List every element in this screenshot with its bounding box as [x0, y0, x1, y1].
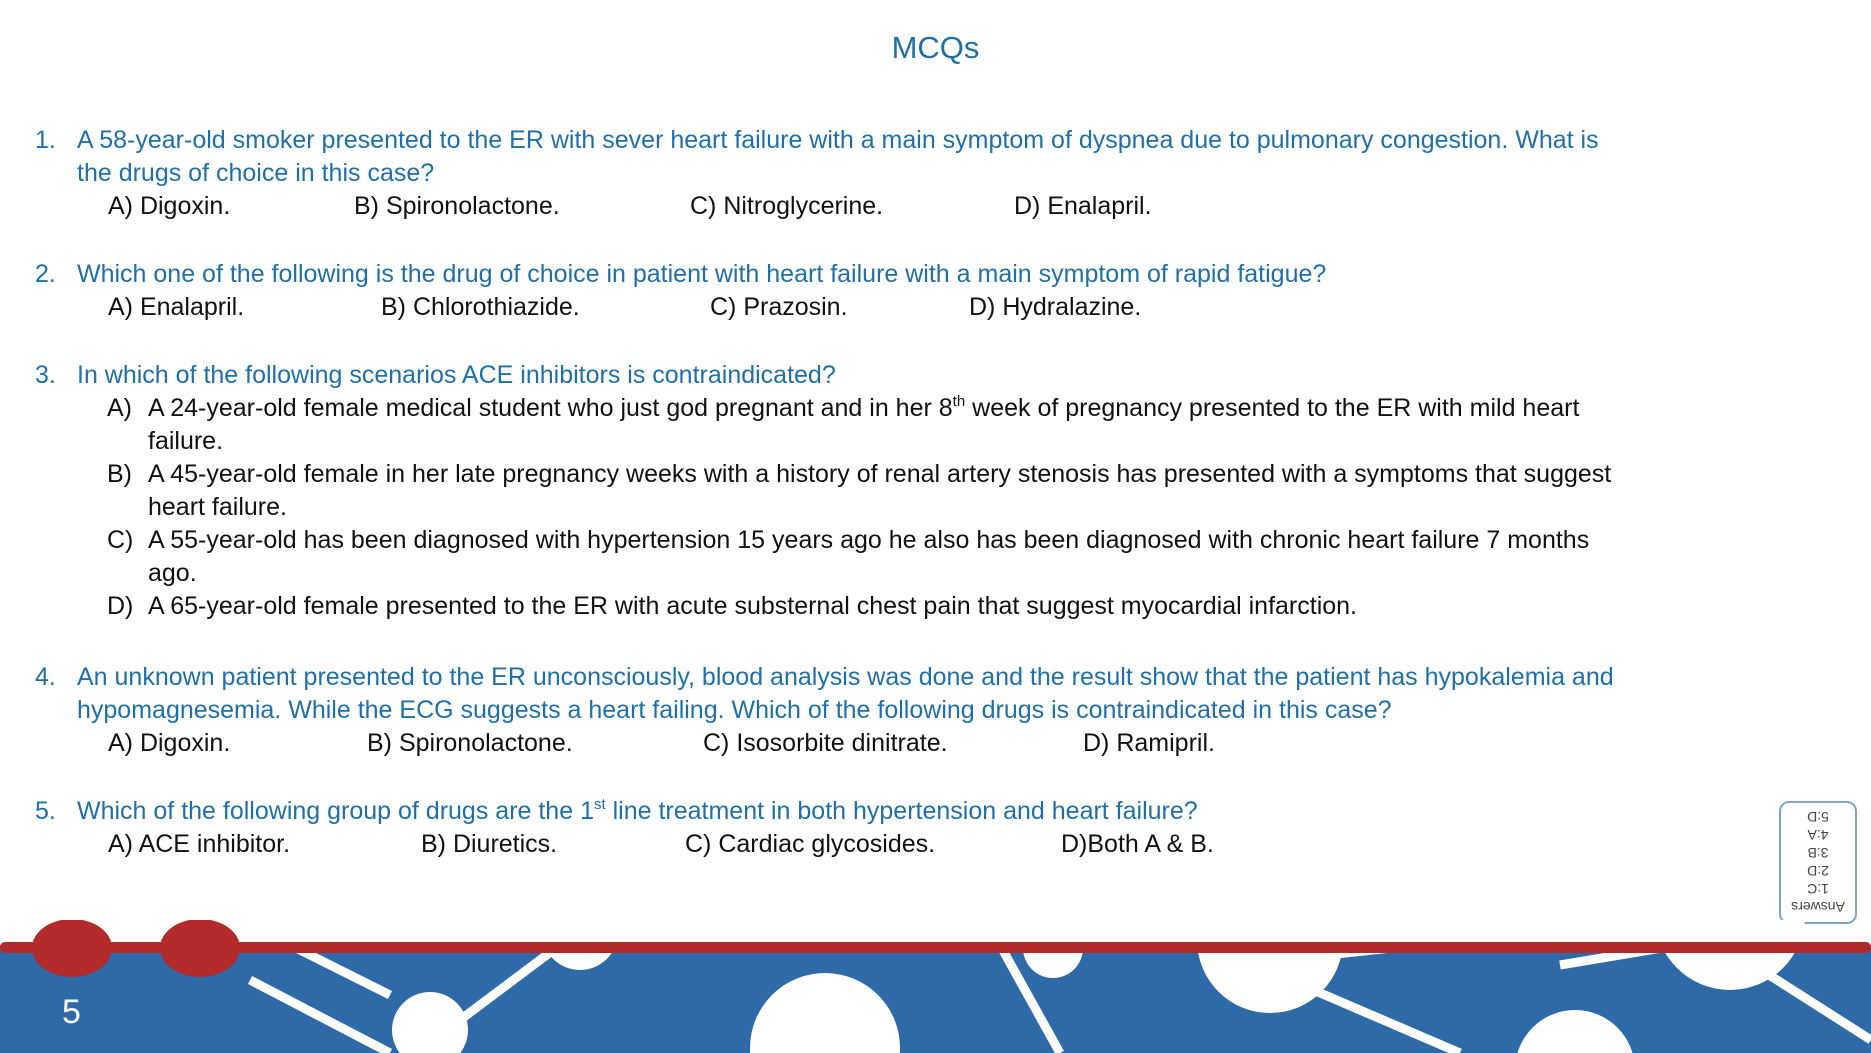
question-text: Which one of the following is the drug of choice in patient with heart failure with a main symptom of rapid fatigue?: [77, 260, 1327, 288]
answers-content: [1781, 803, 1855, 922]
answer-item: 2:D: [1807, 863, 1829, 880]
question-number: 1.: [35, 126, 56, 154]
options-row: [35, 291, 1675, 324]
page-number: 5: [62, 993, 81, 1031]
option-d: D) A 65-year-old female presented to the ER with acute substernal chest pain that suggest myocardial infarction.: [107, 592, 1357, 620]
option-a: A) Enalapril.: [108, 293, 245, 321]
question-number: 3.: [35, 361, 56, 389]
question-number: 4.: [35, 663, 56, 691]
option-c: C) A 55-year-old has been diagnosed with hypertension 15 years ago he also has been diagnosed with chronic heart failure 7 months ago.: [107, 526, 1590, 587]
question-text: An unknown patient presented to the ER unconsciously, blood analysis was done and the result show that the patient has hypokalemia and hypomagnesemia. While the ECG suggests a heart failing. Which of the following drugs is contraindicated in this case?: [77, 663, 1614, 724]
option-a: A) Digoxin.: [108, 729, 231, 757]
answer-item: 4:A: [1807, 827, 1829, 844]
option-a: A) A 24-year-old female medical student who just god pregnant and in her 8th week of pregnancy presented to the ER with mild heart failure.: [107, 393, 1580, 455]
option-d: D)Both A & B.: [1061, 830, 1214, 858]
option-b: B) Spironolactone.: [354, 192, 560, 220]
option-c: C) Cardiac glycosides.: [685, 830, 936, 858]
option-a: A) ACE inhibitor.: [108, 830, 291, 858]
options-list: [107, 392, 1675, 623]
option-b: B) Diuretics.: [421, 830, 558, 858]
option-c: C) Nitroglycerine.: [690, 192, 884, 220]
question-text: In which of the following scenarios ACE inhibitors is contraindicated?: [77, 361, 836, 389]
option-d: D) Enalapril.: [1014, 192, 1152, 220]
question-2: [35, 258, 1675, 324]
option-d: D) Hydralazine.: [969, 293, 1142, 321]
question-5: [35, 795, 1675, 861]
question-3: [35, 359, 1675, 623]
question-number: 2.: [35, 260, 56, 288]
option-b: B) A 45-year-old female in her late pregnancy weeks with a history of renal artery stenosis has presented with a symptoms that suggest heart failure.: [107, 460, 1612, 521]
answers-box: [1779, 801, 1857, 924]
slide-title: MCQs: [891, 30, 980, 65]
red-dot-2: [160, 920, 240, 977]
option-b: B) Spironolactone.: [367, 729, 573, 757]
question-number: 5.: [35, 797, 56, 825]
footer-red-bar: [0, 942, 1871, 953]
question-text: A 58-year-old smoker presented to the ER with sever heart failure with a main symptom of dyspnea due to pulmonary congestion. What is the drugs of choice in this case?: [77, 126, 1599, 187]
option-c: C) Prazosin.: [710, 293, 848, 321]
options-row: [35, 190, 1675, 223]
red-dot-1: [32, 920, 112, 977]
option-c: C) Isosorbite dinitrate.: [703, 729, 948, 757]
answer-item: 5:D: [1807, 809, 1829, 826]
question-1: [35, 124, 1675, 223]
answer-item: 3:B: [1807, 845, 1829, 862]
option-a: A) Digoxin.: [108, 192, 231, 220]
option-b: B) Chlorothiazide.: [381, 293, 580, 321]
answers-heading: Answers: [1791, 899, 1845, 916]
answer-item: 1:C: [1807, 881, 1829, 898]
question-text: Which of the following group of drugs are the 1st line treatment in both hypertension and heart failure?: [77, 796, 1198, 825]
option-d: D) Ramipril.: [1083, 729, 1215, 757]
question-4: [35, 661, 1675, 760]
options-row: [35, 828, 1675, 861]
footer-decoration: [0, 920, 1871, 1053]
options-row: [35, 727, 1675, 760]
